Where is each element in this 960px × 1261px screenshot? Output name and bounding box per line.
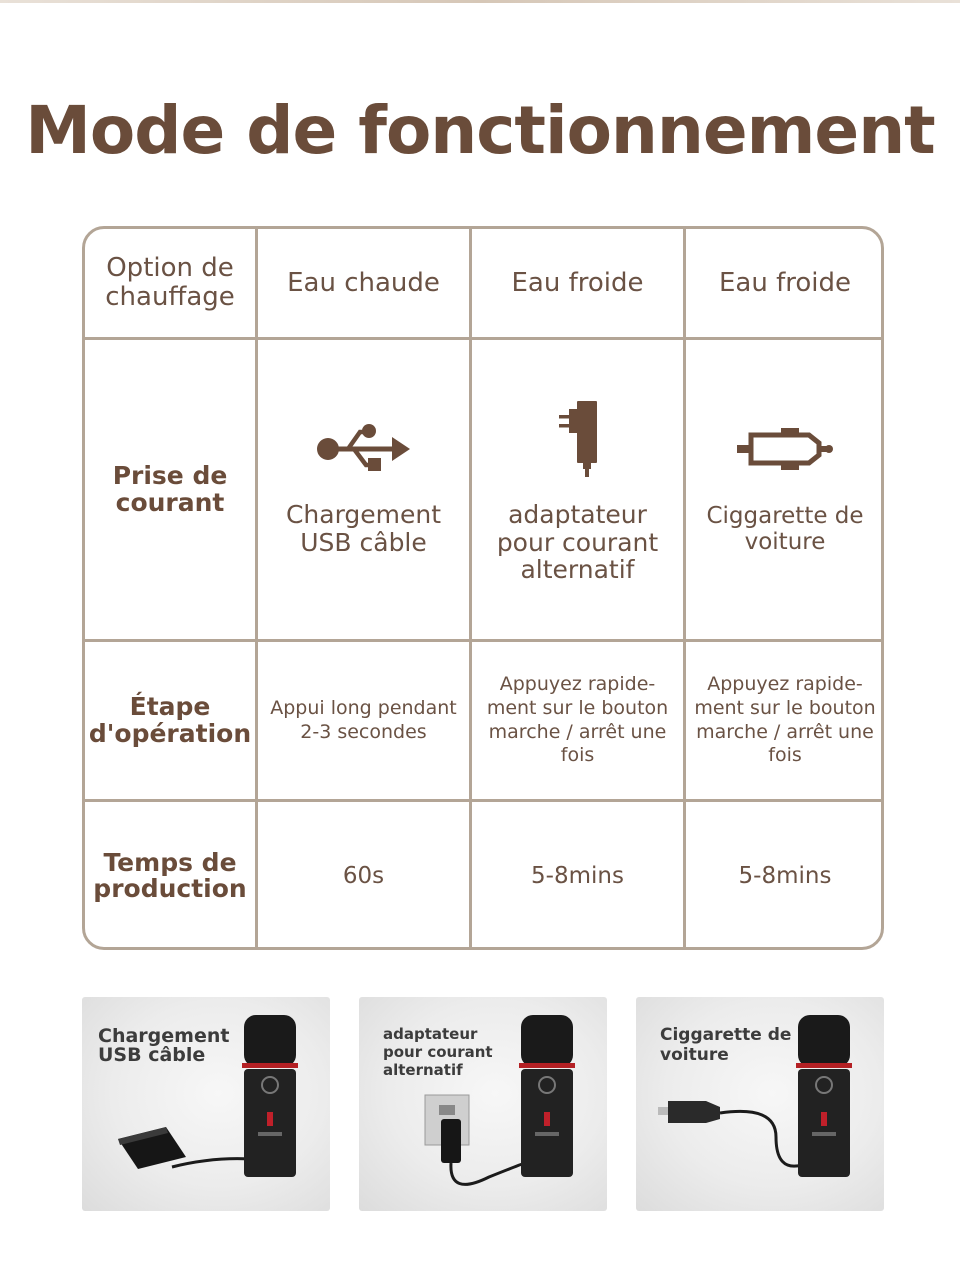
header-column-cold-water: Eau froide xyxy=(511,267,644,298)
photo-usb-charging xyxy=(82,997,330,1211)
cell-time-car: 5-8mins xyxy=(738,862,832,889)
operation-mode-table xyxy=(82,226,884,950)
cell-time-ac: 5-8mins xyxy=(531,862,624,889)
page-title: Mode de fonctionnement xyxy=(25,92,935,169)
usb-cable-label: Chargement USB câble xyxy=(285,500,442,557)
header-column-cold-water-car: Eau froide xyxy=(718,267,851,298)
car-cigarette-plug-icon xyxy=(733,424,837,478)
photo-label-ac-adapter: adaptateur pour courant alternatif xyxy=(383,1025,493,1079)
photo-car-plug xyxy=(636,997,884,1211)
cell-ac-adapter xyxy=(472,340,683,639)
cell-long-press: Appui long pendant 2-3 secondes xyxy=(270,696,457,743)
ac-adapter-label: adaptateur pour courant alternatif xyxy=(496,500,659,585)
row-label-operation-step: Étape d'opération xyxy=(88,692,252,748)
photo-ac-adapter xyxy=(359,997,607,1211)
car-plug-label: Ciggarette de voiture xyxy=(706,503,864,555)
cell-short-press-car: Appuyez rapide- ment sur le bouton marche / arrêt une fois xyxy=(694,672,876,767)
cell-time-usb: 60s xyxy=(342,862,385,889)
ac-adapter-plug-icon xyxy=(553,395,603,485)
header-column-hot-water: Eau chaude xyxy=(287,267,440,298)
header-label-heating-option: Option de chauffage xyxy=(105,253,235,312)
top-divider xyxy=(0,0,960,3)
cell-car-plug xyxy=(686,340,884,639)
usb-icon xyxy=(314,423,414,479)
cell-short-press: Appuyez rapide- ment sur le bouton marche / arrêt une fois xyxy=(486,672,669,767)
photo-label-usb: Chargement USB câble xyxy=(98,1025,230,1066)
row-label-production-time: Temps de production xyxy=(93,847,247,903)
cell-usb xyxy=(258,340,469,639)
photo-label-car-plug: Ciggarette de voiture xyxy=(660,1025,792,1066)
row-label-power-source: Prise de courant xyxy=(112,461,228,517)
